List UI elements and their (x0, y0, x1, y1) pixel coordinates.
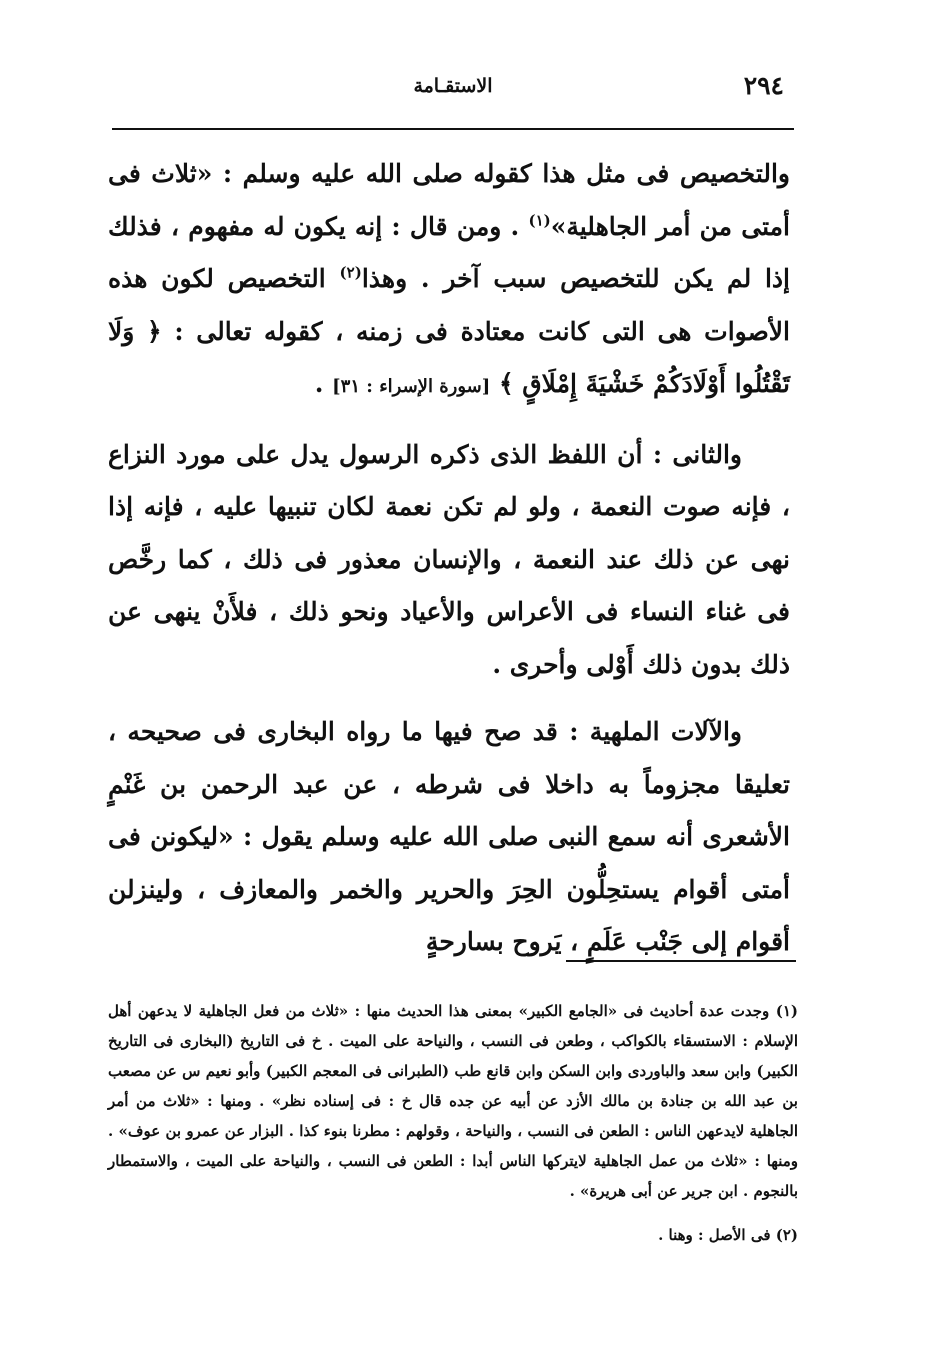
paragraph-1-part-2: . ومن قال : إنه يكون له مفهوم ، فذلك إذا لم يكن للتخصيص سبب آخر . وهذا (108, 211, 790, 293)
paragraph-1 (108, 148, 790, 414)
footnote-1: (١) وجدت عدة أحاديث فى «الجامع الكبير» بمعنى هذا الحديث منها : «ثلاث من فعل الجاهلية لا يدعهن أهل الإسلام : الاستسقاء بالكواكب ، وطعن فى النسب ، والنياحة على الميت . خ فى التاريخ (البخارى فى التاريخ الكبير) وابن سعد والباوردى وابن السكن وابن قانع طب (الطبرانى فى المعجم الكبير) وأبو نعيم س عن مصعب بن عبد الله بن جنادة بن مالك الأزد عن أبيه عن جده قال خ : فى إسناده نظر» . ومنها : «ثلاث من أمر الجاهلية لايدعهن الناس : الطعن فى النسب ، والنياحة ، وقولهم : مطرنا بنوء كذا . البزار عن عمرو بن عوف» . ومنها : «ثلاث من عمل الجاهلية لايتركها الناس أبدا : الطعن فى النسب ، والنياحة على الميت ، والاستمطار بالنجوم . ابن جرير عن أبى هريرة» . (108, 1002, 798, 1200)
footnote-2: (٢) فى الأصل : وهنا . (658, 1226, 798, 1244)
quran-citation: [سورة الإسراء : ٣١] (332, 376, 491, 397)
paragraph-1-part-3: التخصيص لكون هذه الأصوات هى التى كانت معتادة فى زمنه ، كقوله تعالى : ﴿ وَلَا تَقْتُلُوا أَوْلَادَكُمْ خَشْيَةَ إِمْلَاقٍ ﴾ (108, 264, 790, 398)
running-title: الاستقـامة (413, 75, 493, 97)
footnotes (108, 996, 798, 1250)
paragraph-1-part-1: والتخصيص فى مثل هذا كقوله صلى الله عليه وسلم : «ثلاث فى أمتى من أمر الجاهلية» (108, 159, 790, 241)
paragraph-2: والثانى : أن اللفظ الذى ذكره الرسول يدل على مورد النزاع ، فإنه صوت النعمة ، ولو لم تكن نعمة لكان تنبيها عليه ، فإنه إذا نهى عن ذلك عند النعمة ، والإنسان معذور فى ذلك ، كما رخَّص فى غناء النساء فى الأعراس والأعياد ونحو ذلك ، فلأَنْ ينهى عن ذلك بدون ذلك أَوْلى وأحرى . (108, 439, 790, 679)
footnote-ref-1: (١) (528, 211, 551, 230)
header-rule (112, 128, 794, 130)
page-number: ٢٩٤ (743, 71, 784, 100)
footnote-separator (566, 960, 796, 962)
main-text (108, 148, 790, 969)
footnote-ref-2: (٢) (339, 263, 362, 282)
running-head (112, 70, 794, 102)
paragraph-3: والآلات الملهية : قد صح فيها ما رواه البخارى فى صحيحه ، تعليقا مجزوماً به داخلا فى شرطه ، عن عبد الرحمن بن غَنْمٍ الأشعرى أنه سمع النبى صلى الله عليه وسلم يقول : «ليكونن فى أمتى أقوام يستحِلُّون الحِرَ والحرير والخمر والمعازف ، ولينزلن أقوام إلى جَنْب عَلَمٍ ، يَروح بسارحةٍ (108, 717, 790, 956)
paragraph-1-part-4: . (314, 369, 333, 398)
